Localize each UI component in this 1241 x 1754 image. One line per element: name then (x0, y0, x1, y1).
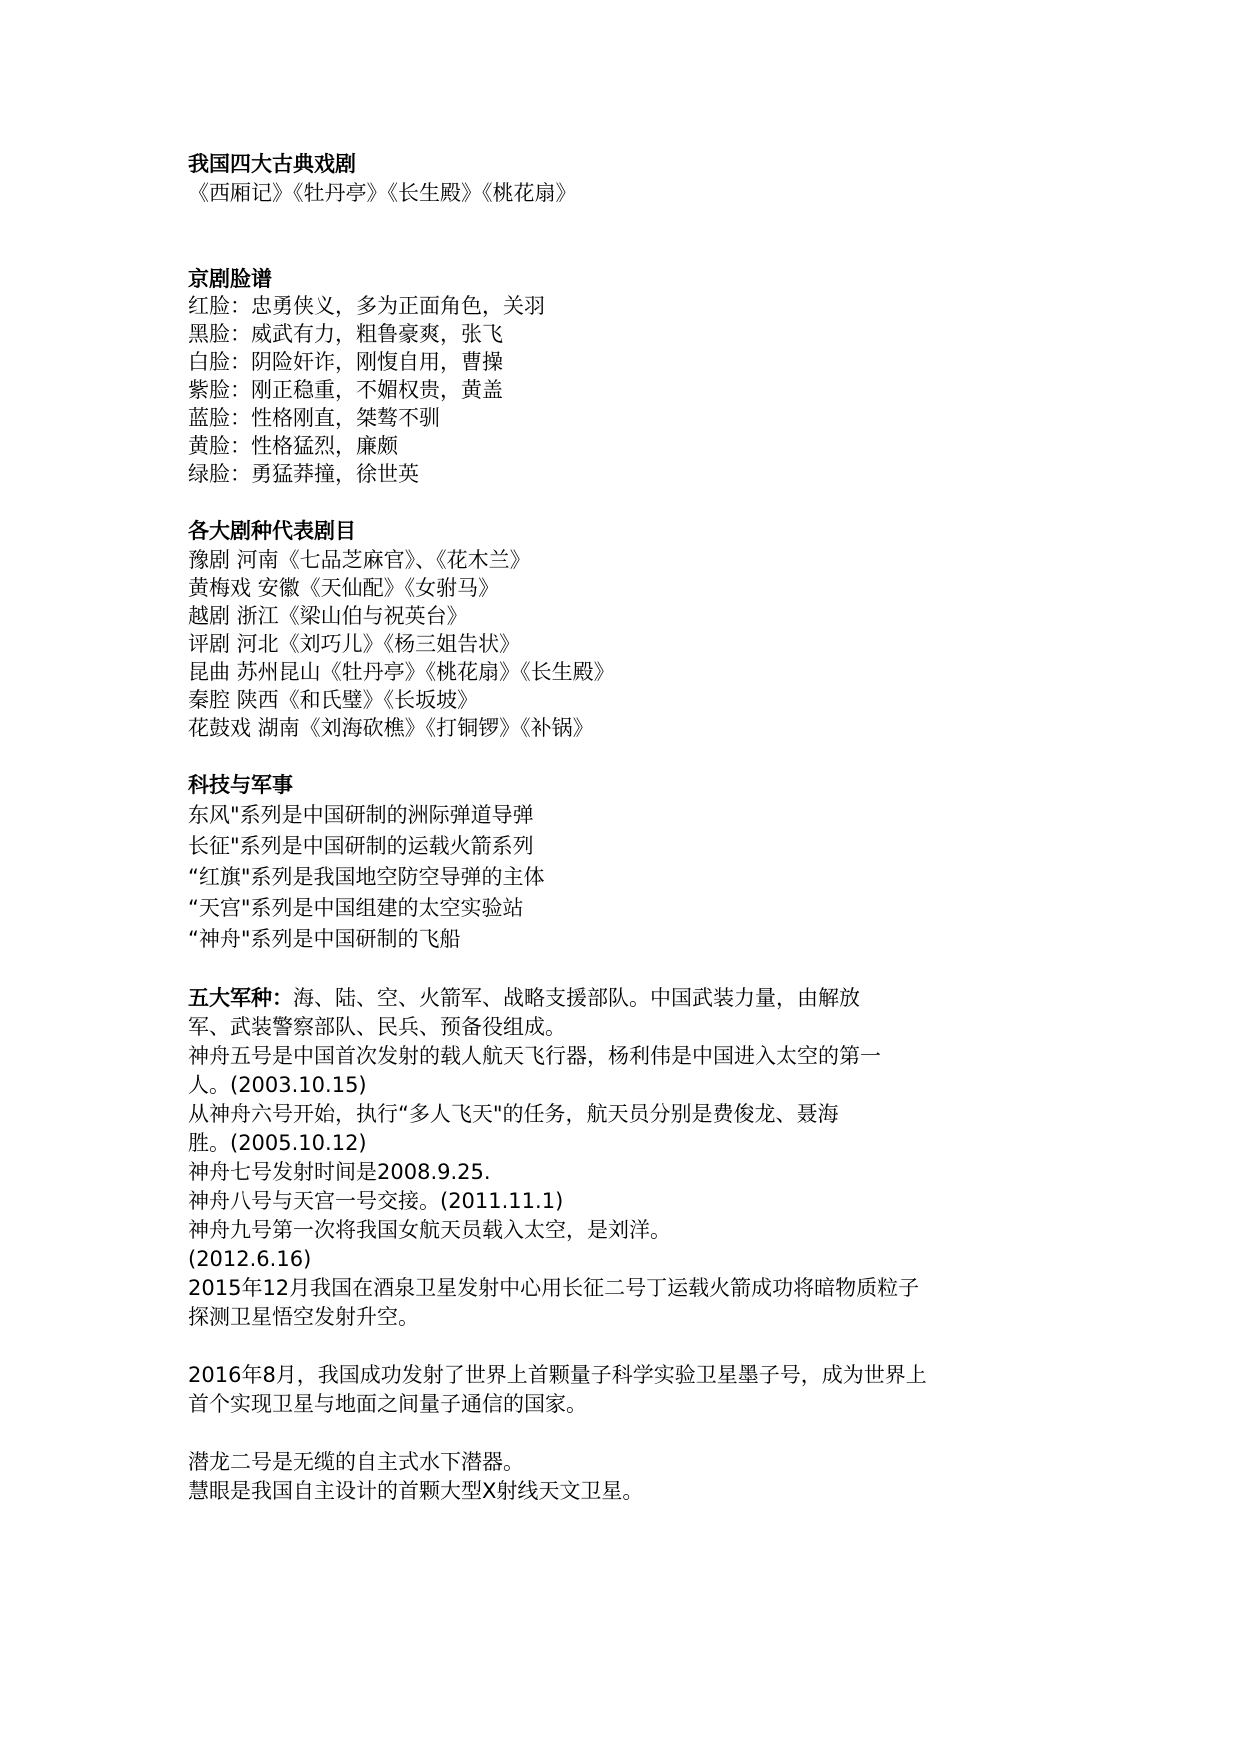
section-military-branches (188, 984, 1068, 1332)
space-line: 神舟八号与天宫一号交接。(2011.11.1) (188, 1189, 564, 1213)
tech-line: “天宫"系列是中国组建的太空实验站 (188, 896, 524, 920)
repertoire-line: 秦腔 陕西《和氏璧》《长坂坡》 (188, 688, 479, 712)
mask-line: 红脸：忠勇侠义，多为正面角色，关羽 (188, 294, 545, 318)
section-quantum (188, 1361, 1068, 1419)
repertoire-line: 黄梅戏 安徽《天仙配》《女驸马》 (188, 576, 500, 600)
space-line: 神舟九号第一次将我国女航天员载入太空，是刘洋。 (188, 1218, 671, 1242)
spacer (188, 1332, 1068, 1361)
space-line: 神舟五号是中国首次发射的载人航天飞行器，杨利伟是中国进入太空的第一 (188, 1044, 881, 1068)
section-peking-masks (188, 266, 1068, 488)
section-title-tech-military: 科技与军事 (188, 773, 293, 797)
repertoire-line: 昆曲 苏州昆山《牡丹亭》《桃花扇》《长生殿》 (188, 660, 615, 684)
tech-line: 长征"系列是中国研制的运载火箭系列 (188, 834, 534, 858)
mask-line: 蓝脸：性格刚直，桀骜不驯 (188, 406, 440, 430)
spacer (188, 208, 1068, 266)
military-branches-line (188, 984, 1068, 1013)
quantum-line: 2016年8月，我国成功发射了世界上首颗量子科学实验卫星墨子号，成为世界上 (188, 1363, 927, 1387)
repertoire-line: 越剧 浙江《梁山伯与祝英台》 (188, 604, 468, 628)
spacer (188, 488, 1068, 517)
mask-line: 紫脸：刚正稳重，不媚权贵，黄盖 (188, 378, 503, 402)
misc-line: 慧眼是我国自主设计的首颗大型X射线天文卫星。 (188, 1479, 644, 1503)
space-line: (2012.6.16) (188, 1247, 312, 1271)
mask-line: 白脸：阴险奸诈，刚愎自用，曹操 (188, 350, 503, 374)
section-opera-repertoire (188, 517, 1068, 742)
space-line: 人。(2003.10.15) (188, 1073, 367, 1097)
space-line: 从神舟六号开始，执行“多人飞天"的任务，航天员分别是费俊龙、聂海 (188, 1102, 839, 1126)
document-body (188, 150, 1068, 1506)
spacer (188, 742, 1068, 771)
repertoire-line: 评剧 河北《刘巧儿》《杨三姐告状》 (188, 632, 521, 656)
space-line: 2015年12月我国在酒泉卫星发射中心用长征二号丁运载火箭成功将暗物质粒子 (188, 1276, 920, 1300)
quantum-line: 首个实现卫星与地面之间量子通信的国家。 (188, 1392, 587, 1416)
repertoire-line: 豫剧 河南《七品芝麻官》、《花木兰》 (188, 548, 531, 572)
section-tech-military (188, 771, 1068, 955)
spacer (188, 1419, 1068, 1448)
section-title-peking-masks: 京剧脸谱 (188, 267, 272, 291)
section-classic-dramas (188, 150, 1068, 208)
section-title-classic-dramas: 我国四大古典戏剧 (188, 152, 356, 176)
military-branches-line: 军、武装警察部队、民兵、预备役组成。 (188, 1015, 566, 1039)
tech-line: “红旗"系列是我国地空防空导弹的主体 (188, 865, 545, 889)
tech-line: 东风"系列是中国研制的洲际弹道导弹 (188, 803, 534, 827)
space-line: 神舟七号发射时间是2008.9.25. (188, 1160, 491, 1184)
mask-line: 绿脸：勇猛莽撞，徐世英 (188, 462, 419, 486)
space-line: 探测卫星悟空发射升空。 (188, 1305, 419, 1329)
classic-dramas-line: 《西厢记》《牡丹亭》《长生殿》《桃花扇》 (188, 181, 577, 205)
space-line: 胜。(2005.10.12) (188, 1131, 367, 1155)
spacer (188, 955, 1068, 984)
repertoire-line: 花鼓戏 湖南《刘海砍樵》《打铜锣》《补锅》 (188, 716, 594, 740)
section-misc (188, 1448, 1068, 1506)
tech-line: “神舟"系列是中国研制的飞船 (188, 927, 461, 951)
mask-line: 黄脸：性格猛烈，廉颇 (188, 434, 398, 458)
misc-line: 潜龙二号是无缆的自主式水下潜器。 (188, 1450, 524, 1474)
mask-line: 黑脸：威武有力，粗鲁豪爽，张飞 (188, 322, 503, 346)
military-branches-text: 海、陆、空、火箭军、战略支援部队。中国武装力量，由解放 (293, 986, 860, 1010)
military-branches-label: 五大军种： (188, 986, 293, 1010)
section-title-opera-repertoire: 各大剧种代表剧目 (188, 519, 356, 543)
